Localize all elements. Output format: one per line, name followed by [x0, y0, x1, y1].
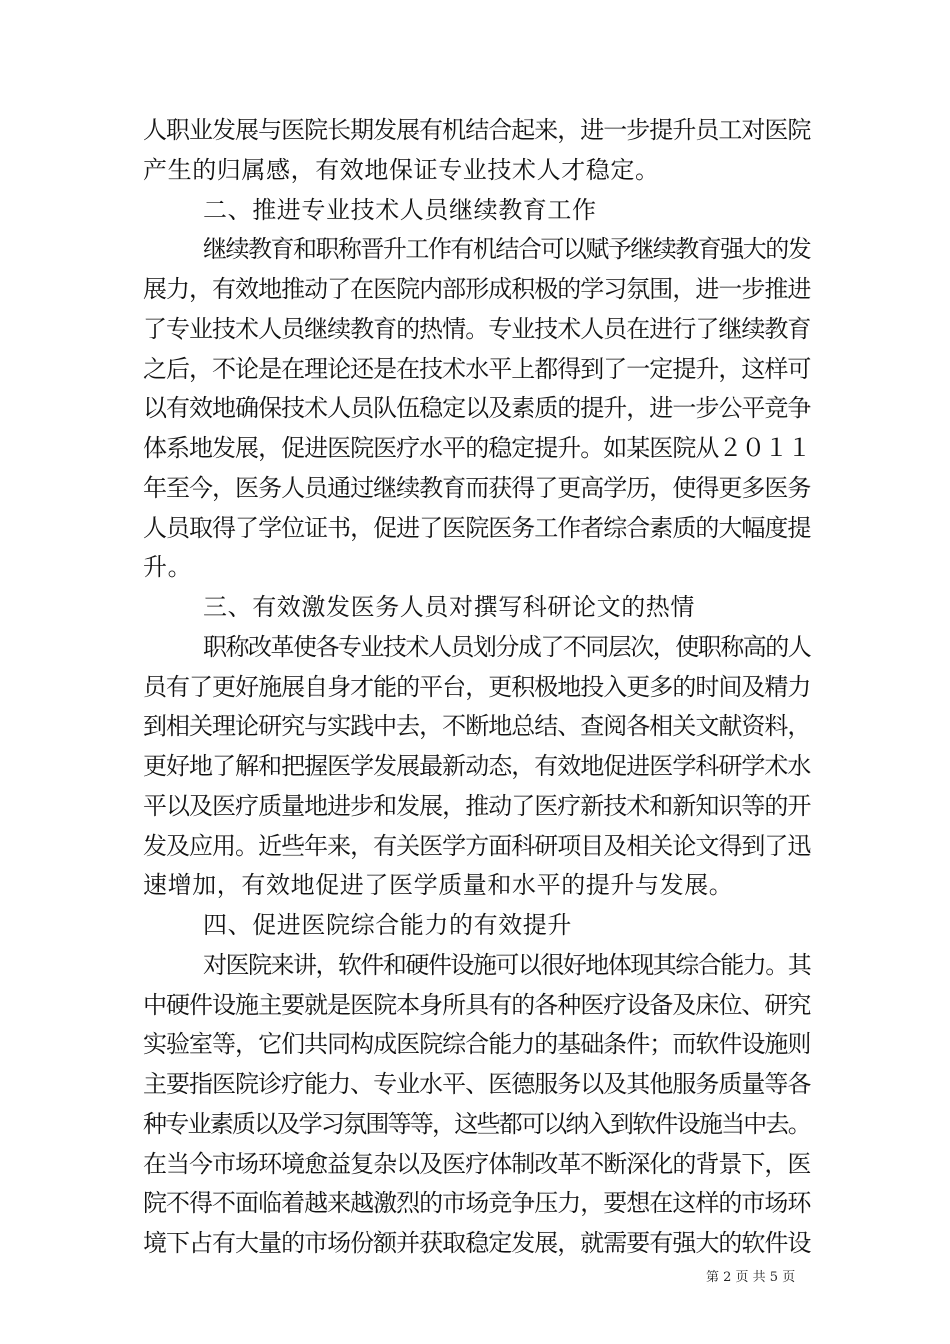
body-line: 院不得不面临着越来越激烈的市场竞争压力，要想在这样的市场环 — [143, 1189, 811, 1217]
section-heading: 四、促进医院综合能力的有效提升 — [203, 911, 572, 939]
body-line: 体系地发展，促进医院医疗水平的稳定提升。如某医院从２０１１ — [143, 434, 811, 462]
body-line: 继续教育和职称晋升工作有机结合可以赋予继续教育强大的发 — [203, 235, 811, 263]
body-line: 更好地了解和把握医学发展最新动态，有效地促进医学科研学术水 — [143, 752, 811, 780]
body-line: 产生的归属感，有效地保证专业技术人才稳定。 — [143, 156, 660, 184]
body-line: 以有效地确保技术人员队伍稳定以及素质的提升，进一步公平竞争 — [143, 394, 811, 422]
body-line: 到相关理论研究与实践中去，不断地总结、查阅各相关文献资料， — [143, 712, 811, 740]
body-line: 速增加，有效地促进了医学质量和水平的提升与发展。 — [143, 871, 734, 899]
page-number-footer: 第 2 页 共 5 页 — [706, 1270, 796, 1285]
section-heading: 三、有效激发医务人员对撰写科研论文的热情 — [203, 593, 695, 621]
section-heading: 二、推进专业技术人员继续教育工作 — [203, 196, 597, 224]
body-line: 中硬件设施主要就是医院本身所具有的各种医疗设备及床位、研究 — [143, 991, 811, 1019]
body-line: 对医院来讲，软件和硬件设施可以很好地体现其综合能力。其 — [203, 951, 811, 979]
body-line: 之后，不论是在理论还是在技术水平上都得到了一定提升，这样可 — [143, 355, 811, 383]
body-line: 主要指医院诊疗能力、专业水平、医德服务以及其他服务质量等各 — [143, 1070, 811, 1098]
body-line: 员有了更好施展自身才能的平台，更积极地投入更多的时间及精力 — [143, 673, 811, 701]
body-line: 职称改革使各专业技术人员划分成了不同层次，使职称高的人 — [203, 633, 811, 661]
body-line: 平以及医疗质量地进步和发展，推动了医疗新技术和新知识等的开 — [143, 792, 811, 820]
body-line: 人员取得了学位证书，促进了医院医务工作者综合素质的大幅度提 — [143, 514, 811, 542]
body-line: 了专业技术人员继续教育的热情。专业技术人员在进行了继续教育 — [143, 315, 811, 343]
body-line: 展力，有效地推动了在医院内部形成积极的学习氛围，进一步推进 — [143, 275, 811, 303]
body-line: 人职业发展与医院长期发展有机结合起来，进一步提升员工对医院 — [143, 116, 811, 144]
body-line: 种专业素质以及学习氛围等等，这些都可以纳入到软件设施当中去。 — [143, 1110, 810, 1138]
body-line: 发及应用。近些年来，有关医学方面科研项目及相关论文得到了迅 — [143, 832, 811, 860]
body-line: 升。 — [143, 553, 193, 581]
body-line: 年至今，医务人员通过继续教育而获得了更高学历，使得更多医务 — [143, 474, 811, 502]
body-line: 实验室等，它们共同构成医院综合能力的基础条件；而软件设施则 — [143, 1030, 811, 1058]
body-line: 在当今市场环境愈益复杂以及医疗体制改革不断深化的背景下，医 — [143, 1150, 811, 1178]
body-line: 境下占有大量的市场份额并获取稳定发展，就需要有强大的软件设 — [143, 1229, 811, 1257]
